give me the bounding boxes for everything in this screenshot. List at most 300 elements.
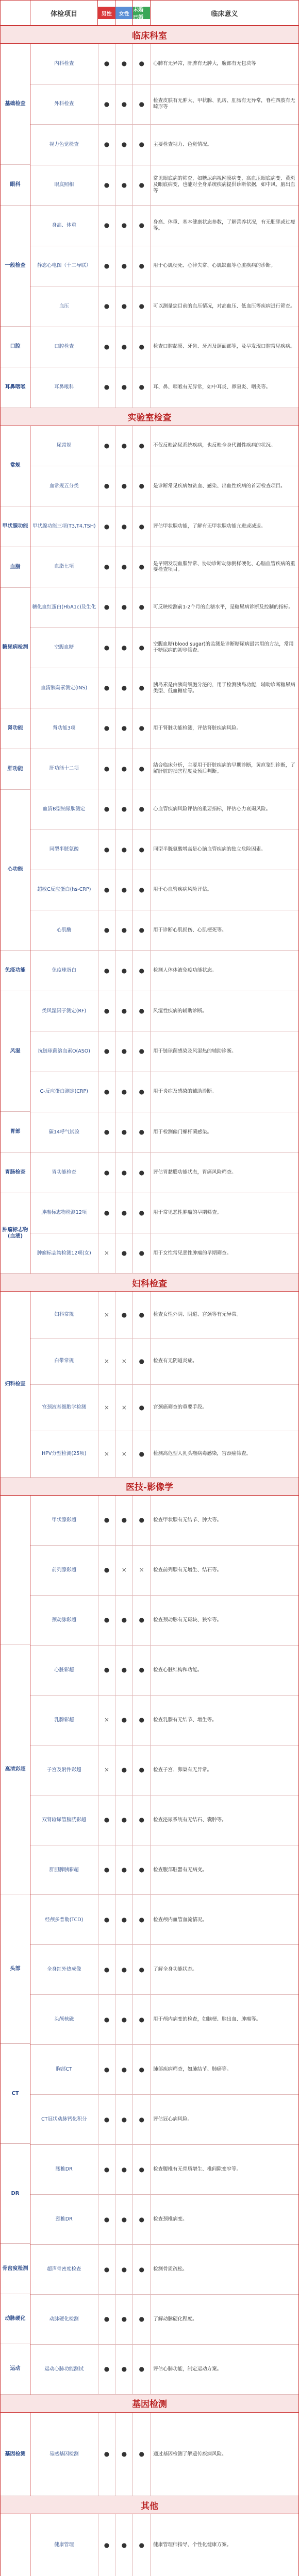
table-row — [30, 628, 298, 668]
check-mark: ● — [98, 426, 116, 466]
cross-mark: × — [98, 1385, 116, 1431]
check-mark: ● — [133, 587, 151, 627]
check-mark: ● — [115, 2245, 133, 2294]
check-mark: ● — [115, 1745, 133, 1795]
check-mark: ● — [98, 2295, 116, 2344]
check-mark: ● — [133, 547, 151, 587]
check-mark: ● — [133, 2145, 151, 2194]
table-row — [30, 367, 298, 408]
table-row — [30, 668, 298, 708]
check-mark: ● — [133, 2245, 151, 2294]
check-mark: ● — [133, 1153, 151, 1192]
category-column — [1, 1496, 30, 2395]
category-label: 胃部 — [1, 1112, 30, 1153]
category-label: 一般检查 — [1, 206, 30, 327]
item-meaning: 同型半胱氨酸增高是心脑血管疾病的独立危险因素。 — [153, 846, 266, 853]
item-meaning: 宫颈癌筛查的重要手段。 — [153, 1404, 207, 1411]
item-name: 血脂七项 — [30, 547, 98, 587]
table-row — [30, 206, 298, 246]
item-meaning: 用于常见恶性肿瘤的早期筛查。 — [153, 1210, 222, 1216]
table-row — [30, 1292, 298, 1338]
check-mark: ● — [115, 2413, 133, 2496]
table-row — [30, 1596, 298, 1646]
item-name: 心肌酶 — [30, 910, 98, 950]
check-mark: ● — [115, 44, 133, 84]
item-meaning: 结合临床分析，主要用于肝脏疾病的早期诊断，黄疸鉴别诊断，了解肝脏的损害程度及预后判断。 — [153, 762, 295, 775]
check-mark: ● — [98, 506, 116, 546]
item-name: 易感基因检测 — [30, 2413, 98, 2496]
item-name: 肿瘤标志物检测12项(女) — [30, 1233, 98, 1273]
item-name: 全身红外热成像 — [30, 1945, 98, 1994]
check-mark: ● — [133, 1385, 151, 1431]
item-meaning: 评估胃黏膜功能状态，胃癌风险筛查。 — [153, 1170, 237, 1176]
cross-mark: × — [115, 1431, 133, 1477]
item-meaning: 评估冠心病风险。 — [153, 2116, 193, 2123]
check-mark: ● — [115, 466, 133, 506]
item-meaning: 通过基因检测了解遗传疾病风险。 — [153, 2451, 227, 2457]
table-row — [30, 1233, 298, 1274]
item-meaning: 检查颈椎病变。 — [153, 2216, 188, 2223]
item-meaning: 胰岛素是由胰岛细胞分泌的，用于检测胰岛功能，辅助诊断糖尿病类型、低血糖症等。 — [153, 682, 295, 694]
item-meaning: 用于心肌梗死、心律失常、心肌缺血等心脏疾病的诊断。 — [153, 263, 276, 269]
rows-column — [30, 2413, 298, 2497]
check-mark: ● — [98, 2245, 116, 2294]
check-mark: ● — [115, 829, 133, 869]
category-label: 高清彩超 — [1, 1645, 30, 1894]
check-mark: ● — [98, 789, 116, 829]
check-mark: ● — [98, 1596, 116, 1645]
table-row — [30, 1338, 298, 1385]
check-mark: ● — [133, 1292, 151, 1337]
item-name: 肿瘤标志物检测12项 — [30, 1193, 98, 1233]
check-mark: ● — [115, 1895, 133, 1944]
item-meaning: 可以测量您目前的血压情况，对高血压、低血压等疾病进行筛查。 — [153, 303, 295, 309]
item-meaning: 风湿性疾病的辅助诊断。 — [153, 1008, 207, 1014]
item-name: 运动心肺功能测试 — [30, 2345, 98, 2394]
header-pkg-b — [115, 1, 133, 25]
check-mark: ● — [133, 1795, 151, 1845]
item-name: 免疫球蛋白 — [30, 951, 98, 990]
check-mark: ● — [98, 829, 116, 869]
item-name: 经颅多普勒(TCD) — [30, 1895, 98, 1944]
item-name: 肝功能十二项 — [30, 749, 98, 789]
check-mark: ● — [133, 1072, 151, 1112]
check-mark: ● — [133, 1193, 151, 1233]
item-name: 血压 — [30, 286, 98, 327]
check-mark: ● — [98, 1546, 116, 1595]
item-name: 口腔检查 — [30, 327, 98, 367]
check-mark: ● — [133, 708, 151, 748]
header-pkg-c-label: 未婚 已婚 — [133, 7, 150, 19]
item-meaning: 检查颈动脉有无斑块、狭窄等。 — [153, 1617, 222, 1623]
check-mark: ● — [115, 2045, 133, 2094]
check-mark: ● — [98, 206, 116, 246]
check-mark: ● — [98, 749, 116, 789]
check-mark: ● — [133, 668, 151, 708]
check-mark: ● — [115, 1031, 133, 1071]
table-row — [30, 2345, 298, 2395]
table-row — [30, 1646, 298, 1696]
item-meaning: 主要检查视力、色觉情况。 — [153, 141, 212, 147]
category-label: 血脂 — [1, 547, 30, 588]
rows-column — [30, 44, 298, 408]
item-meaning: 检查女性外阴、阴道、宫颈等有无异常。 — [153, 1312, 242, 1318]
category-label: 骨密度检测 — [1, 2244, 30, 2294]
check-mark: ● — [98, 628, 116, 667]
table-row — [30, 1945, 298, 1995]
check-mark: ● — [98, 84, 116, 125]
table-row — [30, 1745, 298, 1795]
check-mark: ● — [115, 910, 133, 950]
category-label: 妇科检查 — [1, 1292, 30, 1478]
category-column — [1, 44, 30, 408]
category-label: 基因检测 — [1, 2413, 30, 2497]
check-mark: ● — [133, 84, 151, 125]
table-row — [30, 1431, 298, 1478]
table-row — [30, 2514, 298, 2576]
item-name: C-反应蛋白测定(CRP) — [30, 1072, 98, 1112]
check-mark: ● — [133, 1895, 151, 1944]
check-mark: ● — [133, 2295, 151, 2344]
check-mark: ● — [115, 789, 133, 829]
check-mark: ● — [115, 1496, 133, 1545]
item-name: 内科检查 — [30, 44, 98, 84]
section-body — [1, 2514, 298, 2576]
category-column — [1, 2514, 30, 2576]
check-mark: ● — [98, 2045, 116, 2094]
table-row — [30, 506, 298, 547]
item-name: 甲状腺功能三项(T3,T4,TSH) — [30, 506, 98, 546]
check-mark: ● — [98, 910, 116, 950]
item-name: 眼底照相 — [30, 165, 98, 206]
item-name: 健康管理 — [30, 2514, 98, 2575]
check-mark: ● — [115, 286, 133, 327]
item-name: 肾功能3项 — [30, 708, 98, 748]
item-meaning: 用于肾脏功能检测，评估肾脏疾病风险。 — [153, 725, 242, 731]
item-meaning: 空腹血糖(blood sugar)的监测是诊断糖尿病最常用的方法，常用于糖尿病的初步筛查。 — [153, 641, 294, 654]
check-mark: ● — [133, 1338, 151, 1384]
check-mark: ● — [98, 1945, 116, 1994]
check-mark: ● — [133, 1745, 151, 1795]
check-mark: ● — [133, 1646, 151, 1695]
check-mark: ● — [115, 246, 133, 286]
check-mark: ● — [115, 2095, 133, 2144]
section — [1, 2395, 298, 2497]
check-mark: ● — [98, 1995, 116, 2044]
section — [1, 408, 298, 1274]
check-mark: ● — [133, 466, 151, 506]
check-mark: ● — [133, 628, 151, 667]
item-meaning: 检查泌尿系统有无结石、囊肿等。 — [153, 1817, 227, 1823]
check-mark: ● — [115, 870, 133, 910]
item-name: 宫颈液基细胞学检测 — [30, 1385, 98, 1431]
table-row — [30, 1153, 298, 1193]
item-meaning: 评估心肺功能，制定运动方案。 — [153, 2366, 222, 2372]
item-name: 外科检查 — [30, 84, 98, 125]
check-mark: ● — [98, 2514, 116, 2575]
check-mark: ● — [133, 426, 151, 466]
check-mark: ● — [115, 1945, 133, 1994]
check-mark: ● — [115, 668, 133, 708]
item-name: 视力色觉检查 — [30, 125, 98, 165]
check-mark: ● — [133, 44, 151, 84]
item-name: 碳14呼气试验 — [30, 1112, 98, 1152]
item-name: CT冠状动脉钙化积分 — [30, 2095, 98, 2144]
item-meaning: 常见眼底病的筛查，如糖尿病视网膜病变、高血压眼底病变、黄斑及眼底病变，也能对全身系统疾病提供诊断依据，如中风、脑出血等 — [153, 176, 295, 194]
check-mark: ● — [133, 1112, 151, 1152]
section-title: 基因检测 — [1, 2395, 298, 2413]
check-mark: ● — [115, 628, 133, 667]
item-meaning: 检查腰椎有无骨质增生、椎间隙变窄等。 — [153, 2166, 242, 2173]
item-meaning: 检查颅内血管血流情况。 — [153, 1917, 207, 1923]
section-title: 医技-影像学 — [1, 1478, 298, 1496]
check-mark: ● — [133, 749, 151, 789]
check-mark: ● — [133, 2413, 151, 2496]
table-row — [30, 2295, 298, 2345]
table-row — [30, 1385, 298, 1431]
item-name: 糖化血红蛋白(HbA1c)及生化 — [30, 587, 98, 627]
header-spacer — [1, 1, 30, 25]
item-name: 头颅核磁 — [30, 1995, 98, 2044]
check-mark: ● — [115, 2195, 133, 2244]
check-mark: ● — [98, 951, 116, 990]
check-mark: ● — [115, 587, 133, 627]
item-meaning: 用于女性常见恶性肿瘤的早期筛查。 — [153, 1250, 232, 1256]
item-meaning: 检查甲状腺有无结节、肿大等。 — [153, 1517, 222, 1523]
table-row — [30, 870, 298, 910]
table-row — [30, 44, 298, 84]
table-row — [30, 991, 298, 1031]
header-pkg-a — [98, 1, 115, 25]
check-mark: ● — [98, 1895, 116, 1944]
check-mark: ● — [115, 1795, 133, 1845]
check-mark: ● — [115, 206, 133, 246]
rows-column — [30, 1292, 298, 1478]
cross-mark: × — [115, 1338, 133, 1384]
category-label: 肝功能 — [1, 749, 30, 790]
check-mark: ● — [133, 2045, 151, 2094]
check-mark: ● — [133, 829, 151, 869]
table-row — [30, 547, 298, 587]
check-mark: ● — [98, 466, 116, 506]
section-body — [1, 44, 298, 408]
table-row — [30, 286, 298, 327]
section — [1, 26, 298, 408]
check-mark: ● — [115, 1696, 133, 1745]
item-meaning: 是早期发现血脂异常、协助诊断动脉粥样硬化、心脑血管疾病的重要检查项目。 — [153, 561, 295, 573]
table-row — [30, 125, 298, 165]
check-mark: ● — [115, 327, 133, 367]
item-name: 前列腺彩超 — [30, 1546, 98, 1595]
check-mark: ● — [98, 44, 116, 84]
table-row — [30, 1031, 298, 1072]
check-mark: ● — [115, 991, 133, 1031]
check-mark: ● — [98, 547, 116, 587]
check-mark: ● — [133, 1431, 151, 1477]
category-label: 口腔 — [1, 327, 30, 367]
check-mark: ● — [98, 1031, 116, 1071]
item-meaning: 检查前列腺有无增生、结石等。 — [153, 1567, 222, 1573]
item-meaning: 了解动脉硬化程度。 — [153, 2316, 197, 2322]
table-row — [30, 951, 298, 991]
check-mark: ● — [98, 1795, 116, 1845]
item-meaning: 心血管疾病风险评估的重要指标，评估心力衰竭风险。 — [153, 806, 271, 812]
check-mark: ● — [98, 1496, 116, 1545]
table-row — [30, 466, 298, 506]
check-mark: ● — [98, 2345, 116, 2394]
item-name: 心脏彩超 — [30, 1646, 98, 1695]
check-mark: ● — [133, 1845, 151, 1895]
cross-mark: × — [98, 1745, 116, 1795]
check-mark: ● — [133, 1945, 151, 1994]
item-meaning: 可反映检测前1-2个月的血糖水平，是糖尿病诊断及控制的指标。 — [153, 604, 294, 610]
check-mark: ● — [98, 286, 116, 327]
section-title: 临床科室 — [1, 26, 298, 44]
item-meaning: 了解全身功能状态。 — [153, 1967, 197, 1973]
check-mark: ● — [98, 367, 116, 408]
check-mark: ● — [98, 587, 116, 627]
category-label: 基础检查 — [1, 44, 30, 165]
table-row — [30, 2045, 298, 2095]
table-row — [30, 2413, 298, 2497]
check-mark: ● — [133, 2514, 151, 2575]
section-body — [1, 426, 298, 1274]
item-name: 类风湿因子测定(RF) — [30, 991, 98, 1031]
item-name: 抗链球菌溶血素O(ASO) — [30, 1031, 98, 1071]
item-name: HPV分型检测(25项) — [30, 1431, 98, 1477]
item-name: 静态心电图（十二导联） — [30, 246, 98, 286]
header-pkg-a-label: 男性 — [98, 7, 115, 19]
item-meaning: 耳、鼻、咽喉有无异常，如中耳炎、鼻窦炎、咽炎等。 — [153, 384, 271, 390]
check-mark: ● — [115, 1112, 133, 1152]
check-mark: ● — [115, 2295, 133, 2344]
check-mark: ● — [115, 1845, 133, 1895]
item-meaning: 检测人体体液免疫功能状态。 — [153, 968, 217, 974]
check-mark: ● — [115, 367, 133, 408]
category-label — [1, 1496, 30, 1645]
check-mark: ● — [98, 1112, 116, 1152]
item-name: 腰椎DR — [30, 2145, 98, 2194]
check-mark: ● — [98, 870, 116, 910]
check-mark: ● — [133, 789, 151, 829]
category-label: 运动 — [1, 2344, 30, 2394]
category-column — [1, 2413, 30, 2497]
item-name: 子宫及附件彩超 — [30, 1745, 98, 1795]
section-title: 妇科检查 — [1, 1274, 298, 1292]
table-row — [30, 829, 298, 870]
cross-mark: × — [98, 1696, 116, 1745]
item-meaning: 检查口腔黏膜、牙齿、牙周及颌面部等，及早发现口腔常见疾病。 — [153, 344, 295, 350]
category-label: 耳鼻咽喉 — [1, 367, 30, 408]
check-mark: ● — [133, 246, 151, 286]
table-row — [30, 2195, 298, 2245]
check-mark: ● — [133, 1995, 151, 2044]
item-meaning: 检查有无阴道炎症。 — [153, 1358, 197, 1364]
table-header — [1, 1, 298, 26]
table-row — [30, 789, 298, 829]
cross-mark: × — [98, 1338, 116, 1384]
cross-mark: × — [98, 1233, 116, 1273]
table-body — [1, 26, 298, 2576]
check-mark: ● — [115, 1596, 133, 1645]
cross-mark: × — [115, 1546, 133, 1595]
check-mark: ● — [98, 125, 116, 165]
item-meaning: 评估甲状腺功能，了解有无甲状腺功能亢进或减退。 — [153, 523, 266, 530]
check-mark: ● — [98, 1153, 116, 1192]
item-meaning: 肺部疾病筛查，如肺结节、肺癌等。 — [153, 2066, 232, 2073]
table-row — [30, 1696, 298, 1745]
item-meaning: 检查心脏结构和功能。 — [153, 1667, 203, 1673]
item-name: 空腹血糖 — [30, 628, 98, 667]
category-column — [1, 1292, 30, 1478]
check-mark: ● — [115, 1646, 133, 1695]
category-label: 眼科 — [1, 165, 30, 206]
table-row — [30, 1845, 298, 1895]
check-mark: ● — [133, 2345, 151, 2394]
header-item: 体检项目 — [30, 1, 98, 25]
item-meaning: 检查腹部脏器有无病变。 — [153, 1867, 207, 1873]
check-mark: ● — [133, 367, 151, 408]
table-row — [30, 327, 298, 368]
check-mark: ● — [115, 749, 133, 789]
category-label: 免疫功能 — [1, 951, 30, 991]
category-label: 糖尿病检测 — [1, 588, 30, 708]
item-name: 肝胆脾胰彩超 — [30, 1845, 98, 1895]
item-meaning: 检测高危型人乳头瘤病毒感染，宫颈癌筛查。 — [153, 1451, 252, 1457]
check-mark: ● — [115, 125, 133, 165]
check-mark: ● — [133, 327, 151, 367]
check-mark: ● — [115, 2514, 133, 2575]
item-meaning: 检测骨质疏松。 — [153, 2266, 188, 2273]
check-mark: ● — [115, 1995, 133, 2044]
item-name: 乳腺彩超 — [30, 1696, 98, 1745]
check-mark: ● — [98, 165, 116, 206]
check-mark: ● — [115, 426, 133, 466]
category-label: DR — [1, 2144, 30, 2244]
check-mark: ● — [115, 84, 133, 125]
check-mark: ● — [98, 2195, 116, 2244]
check-mark: ● — [133, 1496, 151, 1545]
category-label: 头部 — [1, 1894, 30, 2044]
table-row — [30, 1795, 298, 1845]
check-mark: ● — [115, 1153, 133, 1192]
check-mark: ● — [133, 951, 151, 990]
check-mark: ● — [115, 951, 133, 990]
check-mark: ● — [98, 1646, 116, 1695]
table-row — [30, 708, 298, 749]
item-meaning: 健康管理师指导，个性化健康方案。 — [153, 2542, 232, 2548]
item-name: 血清B型钠尿肽测定 — [30, 789, 98, 829]
item-meaning: 是诊断常见疾病如贫血、感染、出血性疾病的首要检查项目。 — [153, 483, 286, 489]
section — [1, 2496, 298, 2576]
item-name: 动脉硬化检测 — [30, 2295, 98, 2344]
category-label: 风湿 — [1, 991, 30, 1112]
item-name: 妇科常规 — [30, 1292, 98, 1337]
check-mark: ● — [133, 910, 151, 950]
table-row — [30, 1112, 298, 1153]
category-label: 常规 — [1, 426, 30, 507]
check-mark: ● — [98, 2413, 116, 2496]
header-pkg-c — [133, 1, 151, 25]
item-meaning: 检查皮肤有无肿大、甲状腺、乳房、肛肠有无异常，脊柱四肢有无畸形等 — [153, 98, 295, 110]
table-row — [30, 2245, 298, 2295]
check-mark: ● — [133, 206, 151, 246]
table-row — [30, 426, 298, 466]
check-mark: ● — [133, 125, 151, 165]
rows-column — [30, 1496, 298, 2395]
check-mark: ● — [115, 165, 133, 206]
item-meaning: 不仅反映泌尿系统疾病，也反映全身代谢性疾病的状况。 — [153, 443, 276, 449]
